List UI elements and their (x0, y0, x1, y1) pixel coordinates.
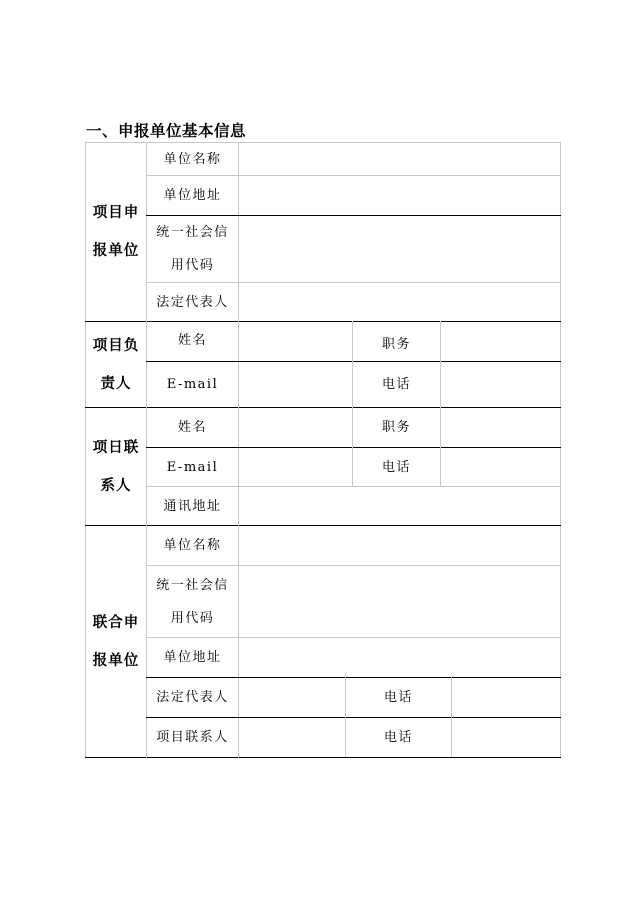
leader-phone-field[interactable] (441, 362, 560, 407)
applicant-address-label: 单位地址 (163, 188, 222, 203)
joint-phone1-label: 电话 (383, 690, 413, 705)
joint-legal-rep-field[interactable] (239, 678, 345, 717)
applicant-name-field[interactable] (239, 143, 560, 175)
contact-phone-field[interactable] (441, 448, 560, 486)
joint-credit-code-label: 统一社会信 用代码 (156, 577, 229, 626)
applicant-credit-code-field[interactable] (239, 216, 560, 282)
joint-phone2-label: 电话 (383, 730, 413, 745)
applicant-legal-rep-field[interactable] (239, 283, 560, 321)
contact-position-field[interactable] (441, 408, 560, 447)
leader-email-label: E-mail (166, 377, 219, 392)
leader-position-field[interactable] (441, 322, 560, 361)
joint-phone2-field[interactable] (452, 718, 560, 757)
group-contact-label: 项日联 系人 (92, 439, 140, 494)
contact-address-label: 通讯地址 (163, 498, 222, 514)
joint-address-field[interactable] (239, 638, 560, 677)
joint-credit-code-field[interactable] (239, 566, 560, 637)
applicant-name-label: 单位名称 (163, 151, 222, 167)
contact-address-field[interactable] (239, 487, 560, 525)
contact-name-field[interactable] (239, 408, 352, 447)
applicant-credit-code-label: 统一社会信 用代码 (156, 225, 229, 273)
leader-email-field[interactable] (239, 362, 352, 407)
contact-email-label: E-mail (166, 459, 219, 475)
section-heading: 一、申报单位基本信息 (86, 122, 247, 140)
contact-phone-label: 电话 (381, 459, 411, 475)
joint-phone1-field[interactable] (452, 678, 560, 717)
joint-name-field[interactable] (239, 526, 560, 565)
group-joint-label: 联合申 报单位 (92, 614, 140, 669)
joint-contact-person-label: 项目联系人 (156, 730, 229, 745)
leader-name-label: 姓名 (177, 333, 207, 348)
joint-contact-person-field[interactable] (239, 718, 345, 757)
group-leader-label: 项目负 责人 (92, 337, 140, 392)
joint-name-label: 单位名称 (163, 538, 222, 553)
group-applicant-label: 项目申 报单位 (92, 205, 140, 259)
contact-email-field[interactable] (239, 448, 352, 486)
leader-phone-label: 电话 (381, 377, 411, 392)
joint-legal-rep-label: 法定代表人 (156, 690, 229, 705)
joint-address-label: 单位地址 (163, 650, 222, 665)
leader-position-label: 职务 (381, 337, 411, 352)
applicant-address-field[interactable] (239, 176, 560, 215)
applicant-legal-rep-label: 法定代表人 (156, 294, 229, 310)
contact-position-label: 职务 (381, 420, 411, 435)
contact-name-label: 姓名 (177, 420, 207, 435)
leader-name-field[interactable] (239, 322, 352, 361)
